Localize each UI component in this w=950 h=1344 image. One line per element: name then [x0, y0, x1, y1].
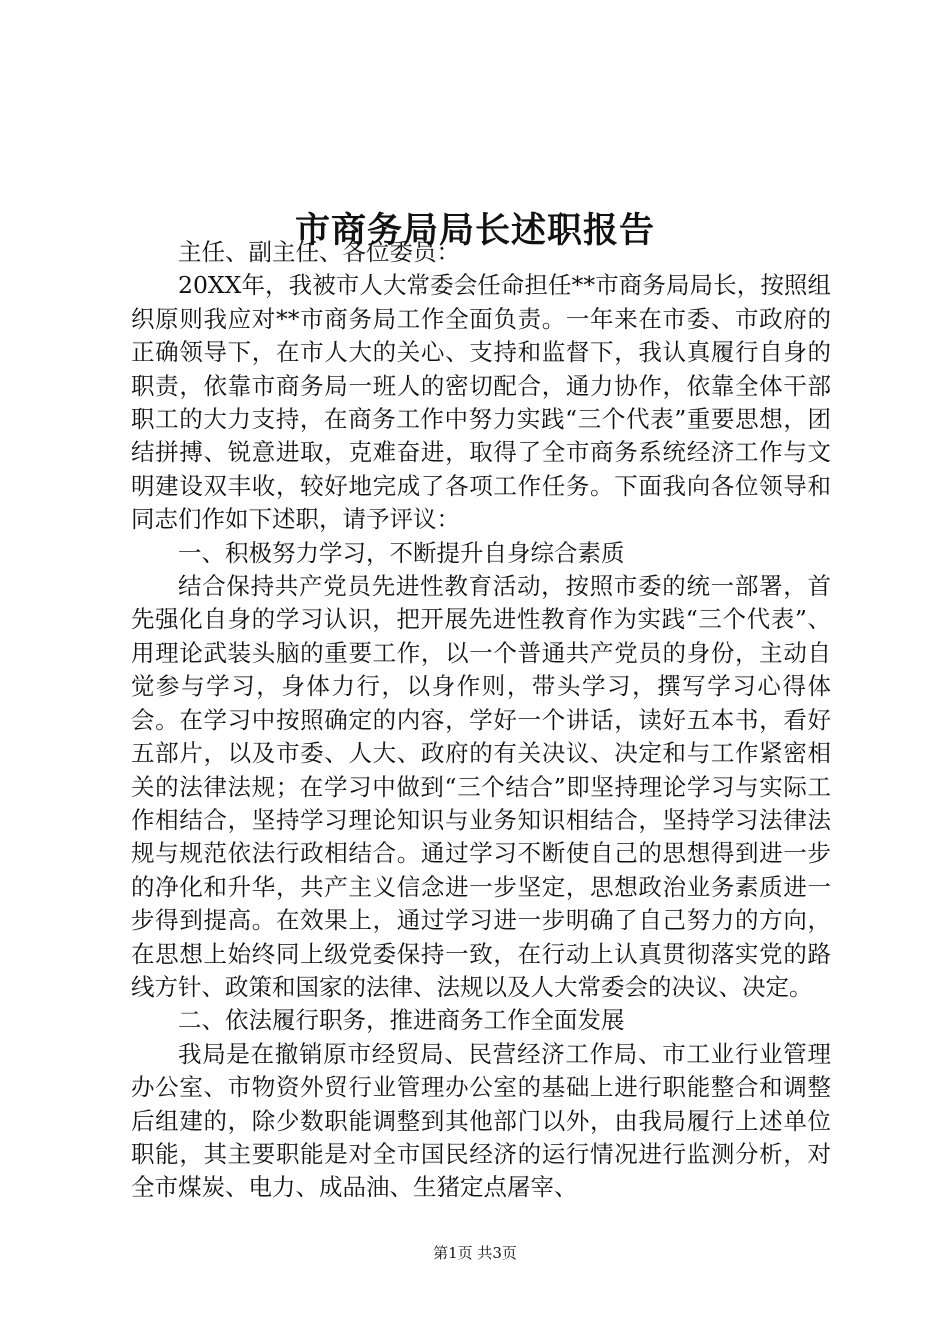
paragraph-section-2: 我局是在撤销原市经贸局、民营经济工作局、市工业行业管理办公室、市物资外贸行业管理办公室的基础上进行职能整合和调整后组建的，除少数职能调整到其他部门以外，由我局履行上述单位职能，其主要职能是对全市国民经济的运行情况进行监测分析，对全市煤炭、电力、成品油、生猪定点屠宰、	[131, 1039, 831, 1202]
page-number-footer: 第1页 共3页	[433, 1244, 517, 1262]
paragraph-intro: 20XX年，我被市人大常委会任命担任**市商务局局长，按照组织原则我应对**市商务局工作全面负责。一年来在市委、市政府的正确领导下，在市人大的关心、支持和监督下，我认真履行自身的职责，依靠市商务局一班人的密切配合，通力协作，依靠全体干部职工的大力支持，在商务工作中努力实践“三个代表”重要思想，团结拼搏、锐意进取，克难奋进，取得了全市商务系统经济工作与文明建设双丰收，较好地完成了各项工作任务。下面我向各位领导和同志们作如下述职，请予评议：	[131, 271, 831, 534]
page-title: 市商务局局长述职报告	[294, 210, 655, 252]
salutation: 主任、副主任、各位委员：	[178, 238, 460, 266]
document-body	[131, 236, 831, 1205]
paragraph-section-1: 结合保持共产党员先进性教育活动，按照市委的统一部署，首先强化自身的学习认识，把开展先进性教育作为实践“三个代表”、用理论武装头脑的重要工作，以一个普通共产党员的身份，主动自觉参与学习，身体力行，以身作则，带头学习，撰写学习心得体会。在学习中按照确定的内容，学好一个讲话，读好五本书，看好五部片，以及市委、人大、政府的有关决议、决定和与工作紧密相关的法律法规；在学习中做到“三个结合”即坚持理论学习与实际工作相结合，坚持学习理论知识与业务知识相结合，坚持学习法律法规与规范依法行政相结合。通过学习不断使自己的思想得到进一步的净化和升华，共产主义信念进一步坚定，思想政治业务素质进一步得到提高。在效果上，通过学习进一步明确了自己努力的方向，在思想上始终同上级党委保持一致，在行动上认真贯彻落实党的路线方针、政策和国家的法律、法规以及人大常委会的决议、决定。	[131, 572, 831, 1001]
section-heading-2: 二、依法履行职务，推进商务工作全面发展	[178, 1006, 625, 1035]
section-heading-1: 一、积极努力学习，不断提升自身综合素质	[178, 538, 625, 567]
